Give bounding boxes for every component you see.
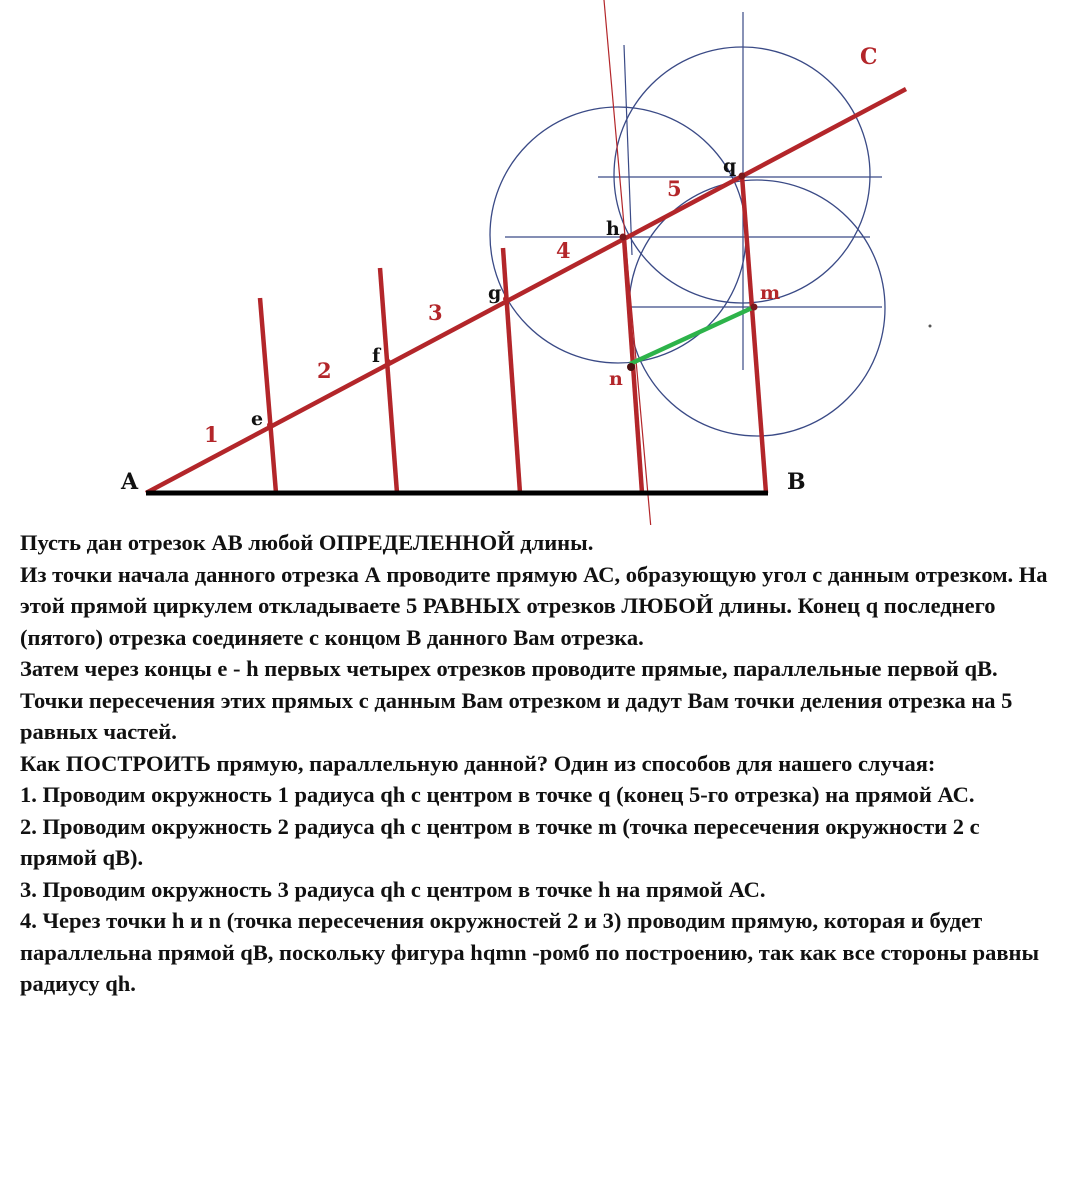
marker-f [385,359,391,365]
paragraph-division-points: Точки пересечения этих прямых с данным Вам отрезком и дадут Вам точки деления отрезка на 5 равных частей. [20,687,1013,744]
parallel-line-through-h-n [604,0,652,525]
segment-number-2: 2 [317,358,332,383]
label-e: e [251,408,264,430]
label-g: g [488,282,502,304]
helper-lines [505,12,882,370]
label-n: n [609,368,623,390]
line-qB [742,176,766,493]
label-A: A [121,469,139,495]
segment-number-4: 4 [556,238,571,263]
marker-n [627,363,635,371]
segment-number-3: 3 [428,300,443,325]
label-B: B [787,469,806,495]
segment-number-1: 1 [204,422,219,447]
paragraph-how-to-build: Как ПОСТРОИТЬ прямую, параллельную данной? Один из способов для нашего случая: [20,750,936,776]
paragraph-parallels: Затем через концы e - h первых четырех отрезков проводите прямые, параллельные первой qB. [20,656,998,681]
helper-line-vertical-2 [624,45,632,255]
label-h: h [606,218,620,240]
parallel-line-g [503,248,520,493]
marker-g [503,296,509,302]
paragraph-step-4: 4. Через точки h и n (точка пересечения окружностей 2 и 3) проводим прямую, которая и будет параллельна прямой qB, поскольку фигура hqmn -ромб по построению, так как все стороны равны радиусу qh. [20,908,1040,996]
paragraph-step-1: 1. Проводим окружность 1 радиуса qh с центром в точке q (конец 5-го отрезка) на прямой АС. [20,782,975,807]
marker-m [751,304,758,311]
label-C: C [860,44,878,70]
paragraph-draw-ray: Из точки начала данного отрезка А проводите прямую АС, образующую угол с данным отрезком. На этой прямой циркулем откладываете 5 РАВНЫХ отрезков ЛЮБОЙ длины. Конец q последнего (пятого) отрезка соединяете с концом В данного Вам отрезка. [20,561,1048,650]
marker-q [739,173,746,180]
label-q: q [723,155,737,177]
label-m: m [760,282,781,304]
marker-e [267,422,273,428]
stray-dot [929,325,932,328]
segment-number-5: 5 [667,176,682,201]
marker-h [620,234,627,241]
parallel-line-f [380,268,397,493]
ray-AC [146,89,906,493]
instruction-text [20,527,1050,1000]
construction-circles [490,47,885,436]
segment-nm [630,307,754,364]
paragraph-step-2: 2. Проводим окружность 2 радиуса qh с центром в точке m (точка пересечения окружности 2 с прямой qB). [20,813,980,870]
paragraph-step-3: 3. Проводим окружность 3 радиуса qh с центром в точке h на прямой АС. [20,876,766,902]
paragraph-intro: Пусть дан отрезок АВ любой ОПРЕДЕЛЕННОЙ длины. [20,530,594,555]
label-f: f [372,345,381,367]
parallel-line-e [260,298,276,493]
construction-diagram [0,0,1069,525]
